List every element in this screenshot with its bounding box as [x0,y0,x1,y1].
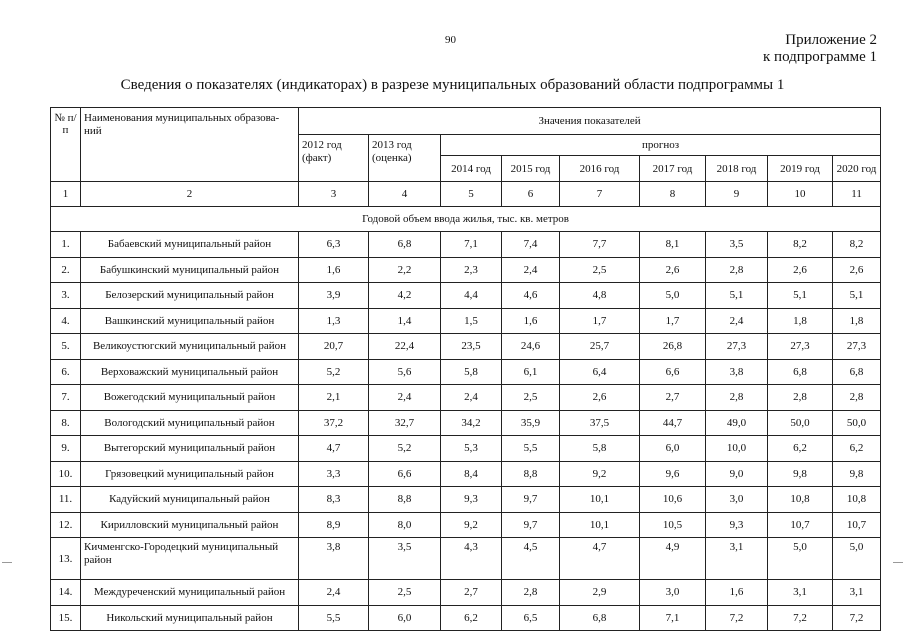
row-number: 8. [51,410,81,436]
value-cell: 10,8 [768,487,833,513]
appendix-line-1: Приложение 2 [785,32,877,48]
value-cell: 1,6 [502,308,560,334]
column-number: 9 [706,182,768,207]
municipality-name: Кичменгско-Городецкий муниципальный район [81,538,299,580]
header-forecast: прогноз [441,135,881,156]
value-cell: 8,1 [640,232,706,258]
municipality-name: Вологодский муниципальный район [81,410,299,436]
value-cell: 5,8 [441,359,502,385]
value-cell: 8,8 [369,487,441,513]
header-2013: 2013 год (оценка) [369,135,441,182]
crop-mark-right [893,562,903,563]
municipality-name: Кадуйский муниципальный район [81,487,299,513]
value-cell: 7,1 [640,605,706,631]
value-cell: 9,6 [640,461,706,487]
value-cell: 32,7 [369,410,441,436]
column-number: 6 [502,182,560,207]
value-cell: 8,9 [299,512,369,538]
value-cell: 5,1 [768,283,833,309]
table-row [51,359,881,385]
value-cell: 6,2 [441,605,502,631]
row-number: 4. [51,308,81,334]
value-cell: 37,5 [560,410,640,436]
column-number: 11 [833,182,881,207]
header-year: 2020 год [833,156,881,182]
value-cell: 2,4 [299,580,369,606]
appendix-label [763,32,877,66]
value-cell: 8,4 [441,461,502,487]
value-cell: 1,8 [833,308,881,334]
header-values: Значения показателей [299,108,881,135]
value-cell: 4,3 [441,538,502,580]
value-cell: 1,6 [706,580,768,606]
value-cell: 9,0 [706,461,768,487]
value-cell: 4,7 [299,436,369,462]
value-cell: 2,8 [706,257,768,283]
header-year: 2019 год [768,156,833,182]
value-cell: 4,4 [441,283,502,309]
value-cell: 5,1 [833,283,881,309]
municipality-name: Белозерский муниципальный район [81,283,299,309]
value-cell: 4,6 [502,283,560,309]
value-cell: 26,8 [640,334,706,360]
value-cell: 5,5 [502,436,560,462]
value-cell: 24,6 [502,334,560,360]
municipality-name: Никольский муниципальный район [81,605,299,631]
municipality-name: Вытегорский муниципальный район [81,436,299,462]
value-cell: 2,4 [706,308,768,334]
value-cell: 6,1 [502,359,560,385]
value-cell: 5,6 [369,359,441,385]
value-cell: 20,7 [299,334,369,360]
value-cell: 27,3 [706,334,768,360]
value-cell: 6,2 [833,436,881,462]
value-cell: 37,2 [299,410,369,436]
value-cell: 50,0 [833,410,881,436]
value-cell: 22,4 [369,334,441,360]
table-row [51,580,881,606]
row-number: 1. [51,232,81,258]
header-year: 2015 год [502,156,560,182]
value-cell: 9,7 [502,487,560,513]
value-cell: 10,6 [640,487,706,513]
value-cell: 6,0 [369,605,441,631]
value-cell: 3,5 [369,538,441,580]
value-cell: 5,3 [441,436,502,462]
value-cell: 6,8 [369,232,441,258]
value-cell: 2,3 [441,257,502,283]
row-number: 2. [51,257,81,283]
value-cell: 10,7 [768,512,833,538]
value-cell: 9,2 [560,461,640,487]
value-cell: 2,4 [502,257,560,283]
value-cell: 5,8 [560,436,640,462]
value-cell: 2,4 [369,385,441,411]
value-cell: 3,8 [299,538,369,580]
column-number: 1 [51,182,81,207]
value-cell: 3,1 [833,580,881,606]
table-row [51,308,881,334]
municipality-name: Верховажский муниципальный район [81,359,299,385]
value-cell: 2,4 [441,385,502,411]
value-cell: 4,7 [560,538,640,580]
value-cell: 1,3 [299,308,369,334]
value-cell: 2,7 [441,580,502,606]
value-cell: 49,0 [706,410,768,436]
value-cell: 6,4 [560,359,640,385]
value-cell: 1,8 [768,308,833,334]
value-cell: 3,1 [768,580,833,606]
value-cell: 8,2 [768,232,833,258]
municipality-name: Бабушкинский муниципальный район [81,257,299,283]
column-number: 10 [768,182,833,207]
row-number: 10. [51,461,81,487]
value-cell: 3,0 [706,487,768,513]
table-row [51,257,881,283]
value-cell: 34,2 [441,410,502,436]
value-cell: 7,4 [502,232,560,258]
row-number: 15. [51,605,81,631]
document-title: Сведения о показателях (индикаторах) в разрезе муниципальных образований области подпрограммы 1 [120,77,785,93]
row-number: 9. [51,436,81,462]
municipality-name: Бабаевский муниципальный район [81,232,299,258]
value-cell: 27,3 [833,334,881,360]
value-cell: 2,5 [560,257,640,283]
value-cell: 9,3 [706,512,768,538]
value-cell: 1,7 [640,308,706,334]
value-cell: 7,1 [441,232,502,258]
table-row [51,436,881,462]
value-cell: 4,5 [502,538,560,580]
value-cell: 4,2 [369,283,441,309]
table-row [51,334,881,360]
value-cell: 7,2 [833,605,881,631]
value-cell: 2,2 [369,257,441,283]
column-number: 2 [81,182,299,207]
table-row [51,538,881,580]
value-cell: 9,3 [441,487,502,513]
table-row [51,605,881,631]
municipality-name: Великоустюгский муниципальный район [81,334,299,360]
municipality-name: Грязовецкий муниципальный район [81,461,299,487]
row-number: 3. [51,283,81,309]
value-cell: 2,8 [502,580,560,606]
value-cell: 1,4 [369,308,441,334]
row-number: 7. [51,385,81,411]
value-cell: 3,3 [299,461,369,487]
section-title: Годовой объем ввода жилья, тыс. кв. метров [51,207,881,232]
value-cell: 4,9 [640,538,706,580]
value-cell: 2,6 [833,257,881,283]
column-number: 3 [299,182,369,207]
value-cell: 10,8 [833,487,881,513]
table-row [51,385,881,411]
crop-mark-left [2,562,12,563]
value-cell: 6,2 [768,436,833,462]
value-cell: 1,7 [560,308,640,334]
value-cell: 2,6 [768,257,833,283]
table-row [51,512,881,538]
value-cell: 5,1 [706,283,768,309]
value-cell: 23,5 [441,334,502,360]
value-cell: 5,0 [768,538,833,580]
value-cell: 10,1 [560,512,640,538]
value-cell: 6,6 [640,359,706,385]
value-cell: 27,3 [768,334,833,360]
value-cell: 10,7 [833,512,881,538]
municipality-name: Вашкинский муниципальный район [81,308,299,334]
header-year: 2014 год [441,156,502,182]
value-cell: 50,0 [768,410,833,436]
value-cell: 35,9 [502,410,560,436]
table-row [51,410,881,436]
header-num: № п/п [51,108,81,182]
value-cell: 3,8 [706,359,768,385]
value-cell: 2,8 [768,385,833,411]
value-cell: 2,7 [640,385,706,411]
municipality-name: Кирилловский муниципальный район [81,512,299,538]
value-cell: 3,0 [640,580,706,606]
value-cell: 6,0 [640,436,706,462]
value-cell: 5,2 [299,359,369,385]
header-year: 2016 год [560,156,640,182]
value-cell: 9,7 [502,512,560,538]
row-number: 13. [51,538,81,580]
header-year: 2017 год [640,156,706,182]
column-number: 5 [441,182,502,207]
value-cell: 5,0 [833,538,881,580]
value-cell: 8,3 [299,487,369,513]
value-cell: 25,7 [560,334,640,360]
value-cell: 9,2 [441,512,502,538]
page-number: 90 [445,34,456,46]
municipality-name: Междуреченский муниципальный район [81,580,299,606]
value-cell: 4,8 [560,283,640,309]
value-cell: 2,9 [560,580,640,606]
value-cell: 8,8 [502,461,560,487]
value-cell: 2,6 [640,257,706,283]
value-cell: 9,8 [833,461,881,487]
row-number: 6. [51,359,81,385]
value-cell: 10,0 [706,436,768,462]
value-cell: 3,5 [706,232,768,258]
row-number: 5. [51,334,81,360]
appendix-line-2: к подпрограмме 1 [763,49,877,65]
value-cell: 10,1 [560,487,640,513]
value-cell: 6,8 [833,359,881,385]
header-year: 2018 год [706,156,768,182]
value-cell: 10,5 [640,512,706,538]
header-name: Наименования муниципальных образова- ний [81,108,299,182]
value-cell: 6,6 [369,461,441,487]
municipality-name: Вожегодский муниципальный район [81,385,299,411]
value-cell: 3,1 [706,538,768,580]
value-cell: 2,1 [299,385,369,411]
table-row [51,487,881,513]
value-cell: 6,8 [560,605,640,631]
value-cell: 7,2 [768,605,833,631]
value-cell: 2,8 [833,385,881,411]
table-row [51,461,881,487]
value-cell: 44,7 [640,410,706,436]
value-cell: 8,2 [833,232,881,258]
value-cell: 6,3 [299,232,369,258]
value-cell: 6,8 [768,359,833,385]
row-number: 14. [51,580,81,606]
value-cell: 1,6 [299,257,369,283]
value-cell: 2,6 [560,385,640,411]
row-number: 11. [51,487,81,513]
column-number: 8 [640,182,706,207]
value-cell: 2,8 [706,385,768,411]
header-2012: 2012 год (факт) [299,135,369,182]
table-row [51,232,881,258]
row-number: 12. [51,512,81,538]
value-cell: 5,0 [640,283,706,309]
value-cell: 2,5 [502,385,560,411]
table-row [51,283,881,309]
value-cell: 7,2 [706,605,768,631]
value-cell: 2,5 [369,580,441,606]
value-cell: 8,0 [369,512,441,538]
column-number: 4 [369,182,441,207]
value-cell: 7,7 [560,232,640,258]
value-cell: 6,5 [502,605,560,631]
value-cell: 3,9 [299,283,369,309]
value-cell: 9,8 [768,461,833,487]
column-number: 7 [560,182,640,207]
value-cell: 1,5 [441,308,502,334]
indicators-table [50,107,881,631]
value-cell: 5,5 [299,605,369,631]
value-cell: 5,2 [369,436,441,462]
